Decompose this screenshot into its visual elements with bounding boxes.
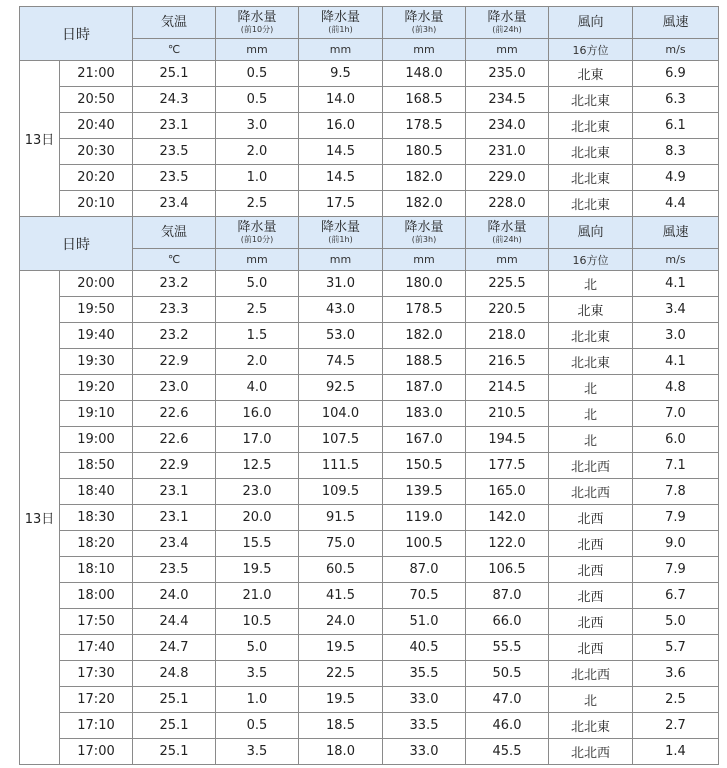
precip-3h-cell: 119.0 <box>383 505 466 531</box>
wind-direction-cell: 北北東 <box>549 165 633 191</box>
precip-10min-cell: 16.0 <box>216 401 299 427</box>
wind-speed-cell: 3.6 <box>633 661 719 687</box>
table-row <box>20 479 719 505</box>
precip-3h-cell: 33.5 <box>383 713 466 739</box>
time-cell: 20:20 <box>60 165 133 191</box>
precip-3h-cell: 180.5 <box>383 139 466 165</box>
precip-unit: mm <box>299 39 383 61</box>
table-row <box>20 375 719 401</box>
wind-speed-header: 風速 <box>633 7 719 39</box>
table-row <box>20 583 719 609</box>
precip-3h-cell: 35.5 <box>383 661 466 687</box>
wind-direction-cell: 北北東 <box>549 323 633 349</box>
precip-header-label: 降水量 <box>487 220 527 235</box>
precip-10min-cell: 23.0 <box>216 479 299 505</box>
temp-cell: 23.0 <box>133 375 216 401</box>
temp-cell: 23.5 <box>133 139 216 165</box>
precip-unit: mm <box>466 39 549 61</box>
precip-3h-cell: 70.5 <box>383 583 466 609</box>
precip-3h-cell: 182.0 <box>383 165 466 191</box>
precip-1h-cell: 74.5 <box>299 349 383 375</box>
precip-10min-cell: 0.5 <box>216 713 299 739</box>
table-row <box>20 271 719 297</box>
precip-3h-cell: 33.0 <box>383 687 466 713</box>
precip-10min-cell: 2.5 <box>216 297 299 323</box>
precip-unit: mm <box>383 39 466 61</box>
precip-10min-cell: 3.5 <box>216 739 299 765</box>
time-cell: 18:00 <box>60 583 133 609</box>
precip-header-period: (前3h) <box>411 235 437 244</box>
precip-1h-cell: 14.5 <box>299 165 383 191</box>
temp-header: 気温 <box>133 217 216 249</box>
wind-speed-unit: m/s <box>633 39 719 61</box>
table-row <box>20 557 719 583</box>
temp-cell: 23.3 <box>133 297 216 323</box>
wind-speed-cell: 6.3 <box>633 87 719 113</box>
table-row <box>20 635 719 661</box>
table-row <box>20 61 719 87</box>
temp-cell: 23.5 <box>133 165 216 191</box>
wind-speed-cell: 7.1 <box>633 453 719 479</box>
precip-1h-cell: 91.5 <box>299 505 383 531</box>
precip-10min-cell: 1.5 <box>216 323 299 349</box>
precip-1h-cell: 75.0 <box>299 531 383 557</box>
temp-cell: 24.3 <box>133 87 216 113</box>
wind-speed-cell: 6.7 <box>633 583 719 609</box>
time-cell: 17:00 <box>60 739 133 765</box>
temp-cell: 24.4 <box>133 609 216 635</box>
precip-header-period: (前24h) <box>492 25 522 34</box>
precip-24h-cell: 55.5 <box>466 635 549 661</box>
precip-10min-cell: 2.0 <box>216 349 299 375</box>
temp-cell: 23.5 <box>133 557 216 583</box>
precip-1h-cell: 14.5 <box>299 139 383 165</box>
precip-24h-cell: 87.0 <box>466 583 549 609</box>
wind-direction-cell: 北西 <box>549 531 633 557</box>
precip-24h-cell: 218.0 <box>466 323 549 349</box>
table-row <box>20 713 719 739</box>
precip-10min-cell: 19.5 <box>216 557 299 583</box>
wind-direction-cell: 北北西 <box>549 479 633 505</box>
precip-header-label: 降水量 <box>237 10 277 25</box>
time-cell: 17:50 <box>60 609 133 635</box>
time-cell: 17:10 <box>60 713 133 739</box>
precip-24h-header <box>466 7 549 39</box>
time-cell: 20:10 <box>60 191 133 217</box>
precip-10min-cell: 1.0 <box>216 687 299 713</box>
wind-speed-cell: 7.0 <box>633 401 719 427</box>
time-cell: 19:20 <box>60 375 133 401</box>
table-row <box>20 139 719 165</box>
temp-cell: 22.6 <box>133 427 216 453</box>
table-row <box>20 165 719 191</box>
precip-3h-cell: 51.0 <box>383 609 466 635</box>
precip-1h-cell: 18.5 <box>299 713 383 739</box>
precip-1h-cell: 53.0 <box>299 323 383 349</box>
wind-direction-header: 風向 <box>549 7 633 39</box>
day-cell: 13日 <box>20 271 60 765</box>
precip-10min-cell: 0.5 <box>216 87 299 113</box>
precip-24h-cell: 214.5 <box>466 375 549 401</box>
table-row <box>20 349 719 375</box>
wind-direction-cell: 北西 <box>549 635 633 661</box>
time-cell: 19:40 <box>60 323 133 349</box>
precip-10min-header <box>216 7 299 39</box>
wind-direction-cell: 北北東 <box>549 349 633 375</box>
precip-3h-cell: 139.5 <box>383 479 466 505</box>
precip-24h-cell: 234.5 <box>466 87 549 113</box>
precip-3h-cell: 182.0 <box>383 323 466 349</box>
table-row <box>20 505 719 531</box>
precip-1h-cell: 107.5 <box>299 427 383 453</box>
wind-speed-cell: 4.1 <box>633 271 719 297</box>
precip-header-label: 降水量 <box>320 10 360 25</box>
precip-10min-cell: 5.0 <box>216 635 299 661</box>
precip-10min-cell: 0.5 <box>216 61 299 87</box>
wind-direction-cell: 北 <box>549 427 633 453</box>
precip-1h-cell: 9.5 <box>299 61 383 87</box>
precip-24h-cell: 122.0 <box>466 531 549 557</box>
wind-direction-cell: 北北東 <box>549 191 633 217</box>
wind-direction-header: 風向 <box>549 217 633 249</box>
precip-3h-cell: 178.5 <box>383 297 466 323</box>
temp-cell: 22.6 <box>133 401 216 427</box>
precip-3h-cell: 183.0 <box>383 401 466 427</box>
precip-1h-cell: 24.0 <box>299 609 383 635</box>
precip-1h-cell: 111.5 <box>299 453 383 479</box>
precip-unit: mm <box>299 249 383 271</box>
precip-header-period: (前1h) <box>328 235 353 244</box>
wind-direction-unit: 16方位 <box>549 39 633 61</box>
precip-3h-cell: 40.5 <box>383 635 466 661</box>
precip-3h-cell: 150.5 <box>383 453 466 479</box>
temp-cell: 25.1 <box>133 713 216 739</box>
wind-speed-header: 風速 <box>633 217 719 249</box>
table-row <box>20 453 719 479</box>
time-cell: 19:00 <box>60 427 133 453</box>
wind-speed-cell: 1.4 <box>633 739 719 765</box>
precip-3h-cell: 180.0 <box>383 271 466 297</box>
precip-24h-cell: 216.5 <box>466 349 549 375</box>
table-row <box>20 87 719 113</box>
observation-table-body <box>20 7 719 765</box>
precip-header-label: 降水量 <box>237 220 277 235</box>
time-cell: 19:30 <box>60 349 133 375</box>
wind-direction-cell: 北西 <box>549 557 633 583</box>
precip-header-period: (前1h) <box>328 25 353 34</box>
precip-24h-cell: 194.5 <box>466 427 549 453</box>
header-row <box>20 7 719 39</box>
precip-1h-cell: 41.5 <box>299 583 383 609</box>
precip-10min-cell: 2.5 <box>216 191 299 217</box>
time-cell: 17:40 <box>60 635 133 661</box>
precip-3h-header <box>383 217 466 249</box>
precip-unit: mm <box>383 249 466 271</box>
precip-1h-cell: 31.0 <box>299 271 383 297</box>
precip-1h-header <box>299 217 383 249</box>
precip-24h-cell: 231.0 <box>466 139 549 165</box>
temp-cell: 23.1 <box>133 479 216 505</box>
time-cell: 18:40 <box>60 479 133 505</box>
temp-cell: 23.1 <box>133 113 216 139</box>
precip-header-label: 降水量 <box>487 10 527 25</box>
precip-24h-cell: 228.0 <box>466 191 549 217</box>
precip-24h-cell: 47.0 <box>466 687 549 713</box>
datetime-header: 日時 <box>20 7 133 61</box>
precip-header-period: (前3h) <box>411 25 437 34</box>
precip-24h-cell: 229.0 <box>466 165 549 191</box>
wind-direction-cell: 北 <box>549 401 633 427</box>
temp-unit: ℃ <box>133 39 216 61</box>
temp-cell: 23.4 <box>133 191 216 217</box>
precip-3h-cell: 178.5 <box>383 113 466 139</box>
wind-direction-cell: 北 <box>549 687 633 713</box>
table-row <box>20 191 719 217</box>
precip-3h-cell: 148.0 <box>383 61 466 87</box>
precip-10min-cell: 12.5 <box>216 453 299 479</box>
precip-1h-cell: 104.0 <box>299 401 383 427</box>
precip-24h-cell: 66.0 <box>466 609 549 635</box>
precip-header-label: 降水量 <box>320 220 360 235</box>
precip-24h-cell: 106.5 <box>466 557 549 583</box>
time-cell: 20:00 <box>60 271 133 297</box>
precip-24h-cell: 142.0 <box>466 505 549 531</box>
precip-10min-cell: 17.0 <box>216 427 299 453</box>
temp-header: 気温 <box>133 7 216 39</box>
precip-header-period: (前24h) <box>492 235 522 244</box>
precip-10min-cell: 10.5 <box>216 609 299 635</box>
wind-speed-unit: m/s <box>633 249 719 271</box>
precip-10min-cell: 20.0 <box>216 505 299 531</box>
wind-speed-cell: 7.9 <box>633 557 719 583</box>
precip-24h-header <box>466 217 549 249</box>
table-row <box>20 401 719 427</box>
precip-24h-cell: 46.0 <box>466 713 549 739</box>
table-row <box>20 323 719 349</box>
precip-1h-header <box>299 7 383 39</box>
observation-table <box>19 6 719 765</box>
precip-24h-cell: 165.0 <box>466 479 549 505</box>
time-cell: 18:20 <box>60 531 133 557</box>
time-cell: 17:30 <box>60 661 133 687</box>
temp-cell: 24.7 <box>133 635 216 661</box>
temp-cell: 23.2 <box>133 271 216 297</box>
temp-cell: 23.4 <box>133 531 216 557</box>
time-cell: 18:50 <box>60 453 133 479</box>
precip-header-period: (前10分) <box>240 25 274 34</box>
precip-3h-cell: 188.5 <box>383 349 466 375</box>
precip-24h-cell: 225.5 <box>466 271 549 297</box>
precip-24h-cell: 210.5 <box>466 401 549 427</box>
wind-speed-cell: 4.9 <box>633 165 719 191</box>
precip-header-period: (前10分) <box>240 235 274 244</box>
wind-direction-cell: 北北東 <box>549 713 633 739</box>
temp-cell: 25.1 <box>133 687 216 713</box>
header-row <box>20 217 719 249</box>
precip-1h-cell: 17.5 <box>299 191 383 217</box>
precip-10min-cell: 2.0 <box>216 139 299 165</box>
precip-3h-cell: 87.0 <box>383 557 466 583</box>
time-cell: 18:30 <box>60 505 133 531</box>
precip-1h-cell: 16.0 <box>299 113 383 139</box>
precip-3h-cell: 182.0 <box>383 191 466 217</box>
datetime-header: 日時 <box>20 217 133 271</box>
precip-24h-cell: 177.5 <box>466 453 549 479</box>
precip-10min-cell: 3.0 <box>216 113 299 139</box>
wind-speed-cell: 5.0 <box>633 609 719 635</box>
precip-1h-cell: 60.5 <box>299 557 383 583</box>
precip-24h-cell: 45.5 <box>466 739 549 765</box>
precip-10min-cell: 21.0 <box>216 583 299 609</box>
precip-1h-cell: 19.5 <box>299 635 383 661</box>
precip-1h-cell: 43.0 <box>299 297 383 323</box>
precip-unit: mm <box>216 39 299 61</box>
precip-header-label: 降水量 <box>404 220 444 235</box>
precip-1h-cell: 22.5 <box>299 661 383 687</box>
temp-unit: ℃ <box>133 249 216 271</box>
wind-speed-cell: 2.5 <box>633 687 719 713</box>
time-cell: 19:10 <box>60 401 133 427</box>
precip-3h-cell: 33.0 <box>383 739 466 765</box>
precip-10min-cell: 1.0 <box>216 165 299 191</box>
wind-direction-cell: 北 <box>549 375 633 401</box>
table-row <box>20 687 719 713</box>
wind-direction-cell: 北 <box>549 271 633 297</box>
table-row <box>20 609 719 635</box>
temp-cell: 25.1 <box>133 739 216 765</box>
wind-speed-cell: 6.1 <box>633 113 719 139</box>
table-row <box>20 739 719 765</box>
wind-direction-cell: 北西 <box>549 609 633 635</box>
time-cell: 20:40 <box>60 113 133 139</box>
precip-10min-cell: 3.5 <box>216 661 299 687</box>
wind-direction-unit: 16方位 <box>549 249 633 271</box>
precip-24h-cell: 50.5 <box>466 661 549 687</box>
day-cell: 13日 <box>20 61 60 217</box>
time-cell: 18:10 <box>60 557 133 583</box>
temp-cell: 22.9 <box>133 349 216 375</box>
table-row <box>20 427 719 453</box>
time-cell: 21:00 <box>60 61 133 87</box>
wind-speed-cell: 6.9 <box>633 61 719 87</box>
precip-1h-cell: 19.5 <box>299 687 383 713</box>
wind-direction-cell: 北北西 <box>549 661 633 687</box>
wind-direction-cell: 北西 <box>549 583 633 609</box>
precip-3h-cell: 168.5 <box>383 87 466 113</box>
wind-direction-cell: 北北東 <box>549 113 633 139</box>
table-row <box>20 531 719 557</box>
precip-3h-cell: 167.0 <box>383 427 466 453</box>
wind-speed-cell: 4.4 <box>633 191 719 217</box>
precip-3h-header <box>383 7 466 39</box>
time-cell: 17:20 <box>60 687 133 713</box>
temp-cell: 22.9 <box>133 453 216 479</box>
wind-speed-cell: 3.0 <box>633 323 719 349</box>
temp-cell: 23.2 <box>133 323 216 349</box>
wind-speed-cell: 6.0 <box>633 427 719 453</box>
wind-speed-cell: 3.4 <box>633 297 719 323</box>
temp-cell: 23.1 <box>133 505 216 531</box>
table-row <box>20 297 719 323</box>
wind-speed-cell: 4.8 <box>633 375 719 401</box>
precip-24h-cell: 235.0 <box>466 61 549 87</box>
time-cell: 20:30 <box>60 139 133 165</box>
precip-10min-cell: 4.0 <box>216 375 299 401</box>
table-row <box>20 113 719 139</box>
precip-1h-cell: 14.0 <box>299 87 383 113</box>
precip-1h-cell: 109.5 <box>299 479 383 505</box>
temp-cell: 25.1 <box>133 61 216 87</box>
wind-direction-cell: 北北東 <box>549 139 633 165</box>
precip-10min-cell: 5.0 <box>216 271 299 297</box>
time-cell: 19:50 <box>60 297 133 323</box>
wind-direction-cell: 北西 <box>549 505 633 531</box>
table-row <box>20 661 719 687</box>
precip-1h-cell: 92.5 <box>299 375 383 401</box>
wind-direction-cell: 北東 <box>549 61 633 87</box>
time-cell: 20:50 <box>60 87 133 113</box>
wind-speed-cell: 2.7 <box>633 713 719 739</box>
temp-cell: 24.8 <box>133 661 216 687</box>
wind-direction-cell: 北東 <box>549 297 633 323</box>
wind-direction-cell: 北北東 <box>549 87 633 113</box>
wind-speed-cell: 8.3 <box>633 139 719 165</box>
precip-24h-cell: 234.0 <box>466 113 549 139</box>
wind-speed-cell: 7.9 <box>633 505 719 531</box>
precip-10min-cell: 15.5 <box>216 531 299 557</box>
precip-3h-cell: 187.0 <box>383 375 466 401</box>
wind-speed-cell: 5.7 <box>633 635 719 661</box>
precip-3h-cell: 100.5 <box>383 531 466 557</box>
wind-speed-cell: 7.8 <box>633 479 719 505</box>
precip-10min-header <box>216 217 299 249</box>
wind-speed-cell: 4.1 <box>633 349 719 375</box>
precip-24h-cell: 220.5 <box>466 297 549 323</box>
wind-direction-cell: 北北西 <box>549 453 633 479</box>
temp-cell: 24.0 <box>133 583 216 609</box>
precip-unit: mm <box>216 249 299 271</box>
precip-header-label: 降水量 <box>404 10 444 25</box>
wind-direction-cell: 北北西 <box>549 739 633 765</box>
precip-1h-cell: 18.0 <box>299 739 383 765</box>
precip-unit: mm <box>466 249 549 271</box>
wind-speed-cell: 9.0 <box>633 531 719 557</box>
